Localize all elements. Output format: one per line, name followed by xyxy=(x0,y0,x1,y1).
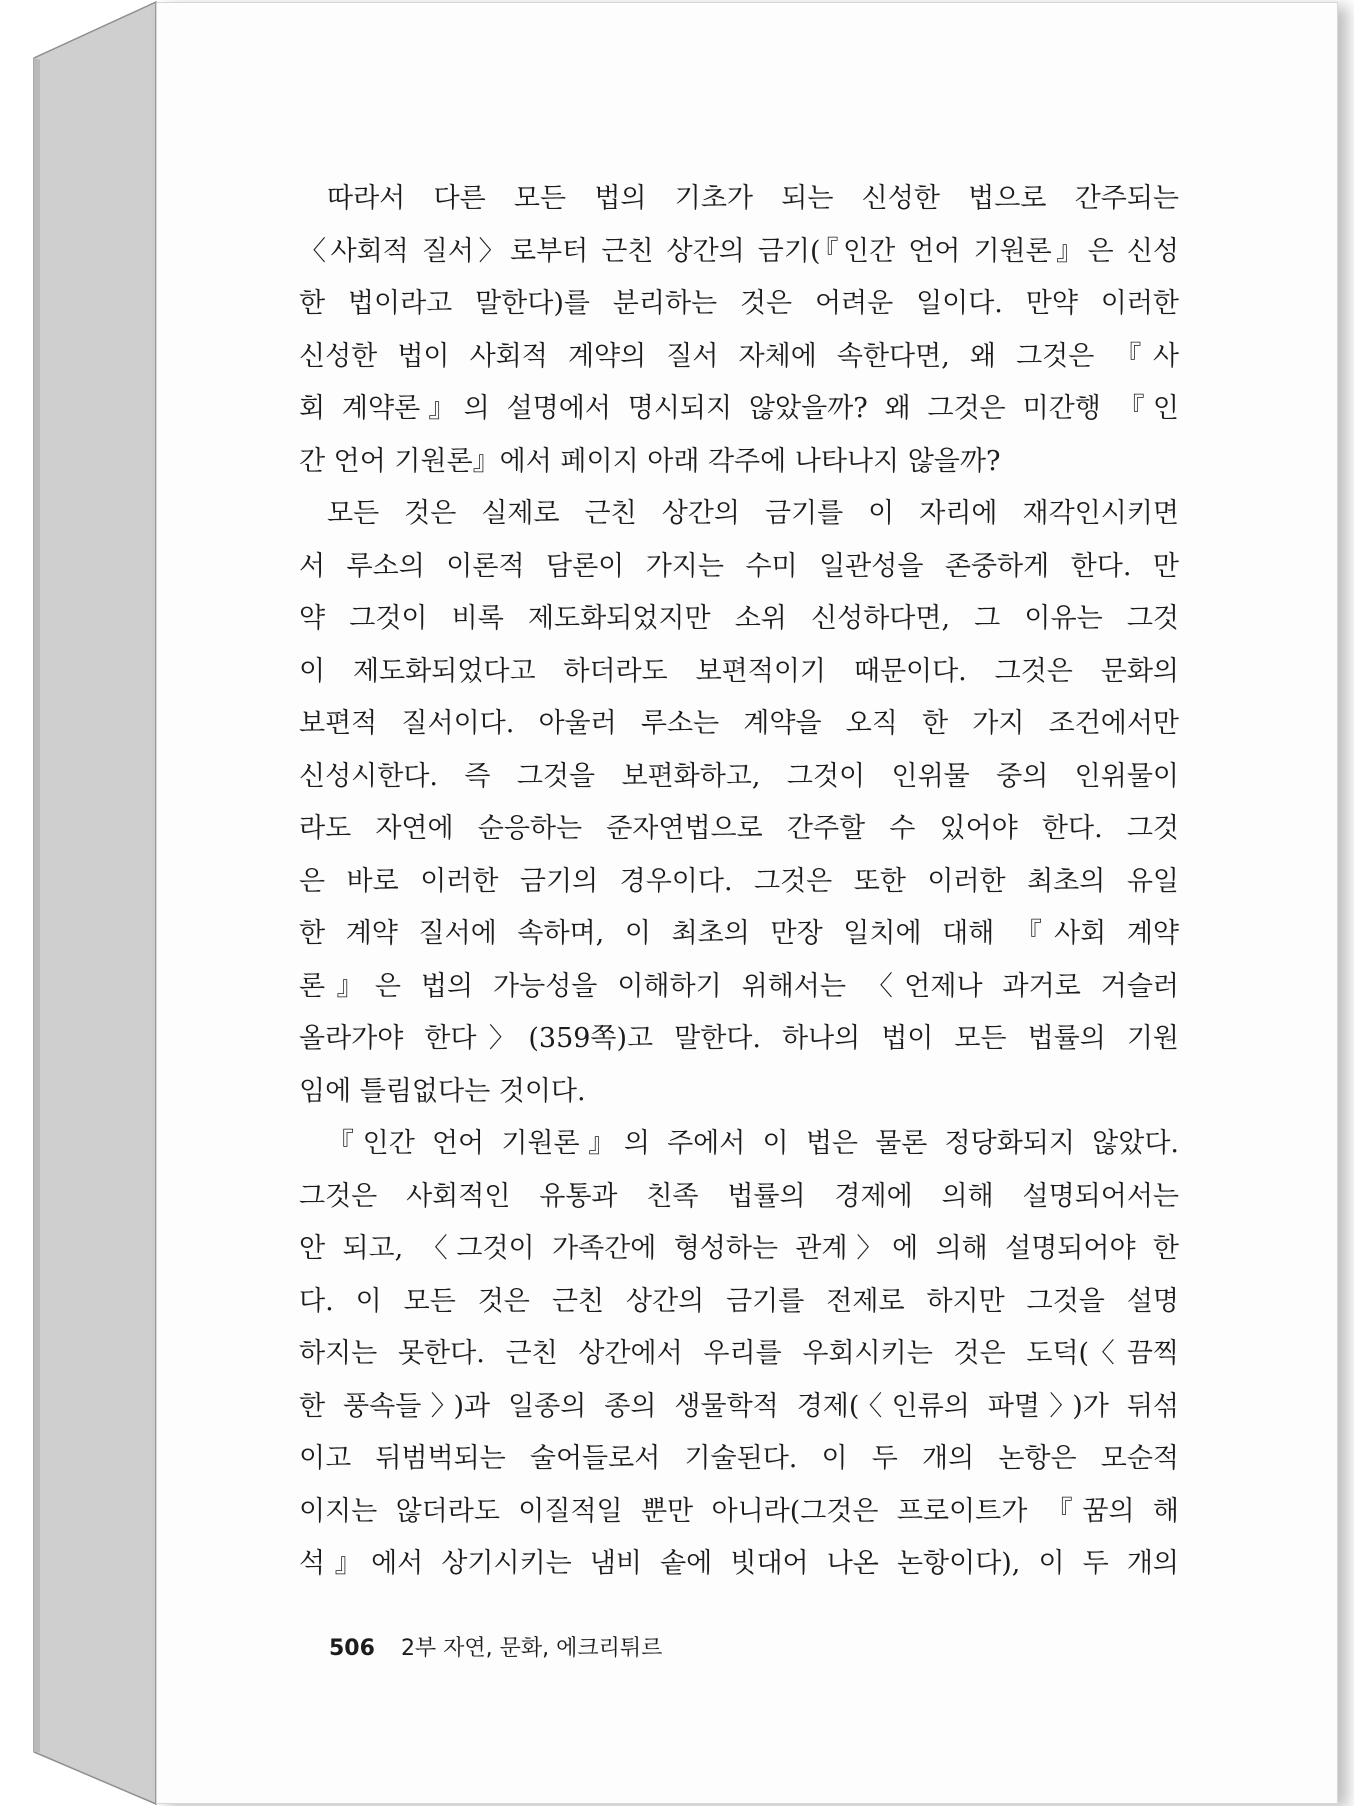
text-line: 한 계약 질서에 속하며, 이 최초의 만장 일치에 대해 『사회 계약 xyxy=(299,918,1179,949)
text-line: 론』은 법의 가능성을 이해하기 위해서는 〈언제나 과거로 거슬러 xyxy=(299,970,1179,1002)
text-line: 한 법이라고 말한다)를 분리하는 것은 어려운 일이다. 만약 이러한 xyxy=(299,288,1179,319)
page-footer xyxy=(329,1631,662,1662)
text-line: 회 계약론』의 설명에서 명시되지 않았을까? 왜 그것은 미간행 『인 xyxy=(299,393,1179,424)
text-line: 이고 뒤범벅되는 술어들로서 기술된다. 이 두 개의 논항은 모순적 xyxy=(299,1443,1179,1474)
text-line: 다. 이 모든 것은 근친 상간의 금기를 전제로 하지만 그것을 설명 xyxy=(299,1285,1179,1317)
body-text xyxy=(299,173,1179,1591)
book-page xyxy=(156,2,1338,1804)
text-line: 석』에서 상기시키는 냄비 솥에 빗대어 나온 논항이다), 이 두 개의 xyxy=(299,1548,1179,1579)
running-head: 2부 자연, 문화, 에크리튀르 xyxy=(400,1636,663,1661)
text-line: 그것은 사회적인 유통과 친족 법률의 경제에 의해 설명되어서는 xyxy=(299,1180,1179,1212)
text-line: 올라가야 한다〉(359쪽)고 말한다. 하나의 법이 모든 법률의 기원 xyxy=(299,1023,1179,1054)
text-line: 신성한 법이 사회적 계약의 질서 자체에 속한다면, 왜 그것은 『사 xyxy=(299,340,1179,372)
text-line: 한 풍속들〉)과 일종의 종의 생물학적 경제(〈인류의 파멸〉)가 뒤섞 xyxy=(299,1390,1179,1422)
page-number: 506 xyxy=(329,1636,375,1661)
text-line: 서 루소의 이론적 담론이 가지는 수미 일관성을 존중하게 한다. 만 xyxy=(299,550,1179,582)
text-line: 따라서 다른 모든 법의 기초가 되는 신성한 법으로 간주되는 xyxy=(327,183,1179,214)
text-line: 간 언어 기원론』에서 페이지 아래 각주에 나타나지 않을까? xyxy=(299,445,1001,477)
text-line: 하지는 못한다. 근친 상간에서 우리를 우회시키는 것은 도덕(〈끔찍 xyxy=(299,1338,1179,1369)
text-line: 약 그것이 비록 제도화되었지만 소위 신성하다면, 그 이유는 그것 xyxy=(299,603,1179,634)
text-line: 〈사회적 질서〉로부터 근친 상간의 금기(『인간 언어 기원론』은 신성 xyxy=(299,235,1179,267)
text-line: 보편적 질서이다. 아울러 루소는 계약을 오직 한 가지 조건에서만 xyxy=(299,708,1179,739)
text-line: 『인간 언어 기원론』의 주에서 이 법은 물론 정당화되지 않았다. xyxy=(327,1128,1179,1159)
book-spine-edge xyxy=(0,0,160,1806)
text-line: 라도 자연에 순응하는 준자연법으로 간주할 수 있어야 한다. 그것 xyxy=(299,813,1179,844)
text-line: 모든 것은 실제로 근친 상간의 금기를 이 자리에 재각인시키면 xyxy=(327,498,1179,529)
text-line: 안 되고, 〈그것이 가족간에 형성하는 관계〉에 의해 설명되어야 한 xyxy=(299,1233,1179,1264)
text-line: 이지는 않더라도 이질적일 뿐만 아니라(그것은 프로이트가 『꿈의 해 xyxy=(299,1495,1179,1527)
text-line: 은 바로 이러한 금기의 경우이다. 그것은 또한 이러한 최초의 유일 xyxy=(299,865,1179,897)
text-line: 임에 틀림없다는 것이다. xyxy=(299,1075,586,1107)
text-line: 이 제도화되었다고 하더라도 보편적이기 때문이다. 그것은 문화의 xyxy=(299,655,1179,687)
text-line: 신성시한다. 즉 그것을 보편화하고, 그것이 인위물 중의 인위물이 xyxy=(299,760,1179,792)
